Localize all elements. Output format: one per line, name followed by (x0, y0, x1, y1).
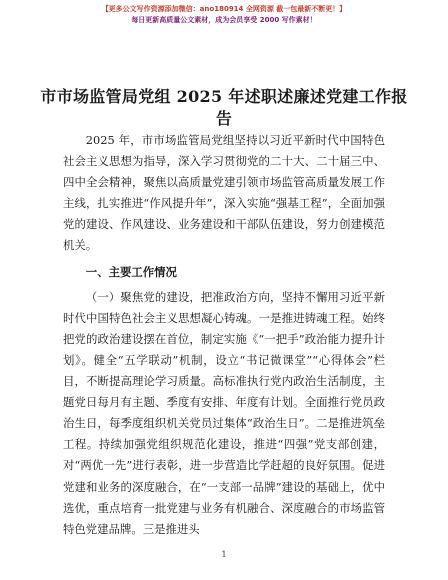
section-heading: 一、主要工作情况 (85, 264, 177, 279)
intro-paragraph: 2025 年，市市场监管局党组坚持以习近平新时代中国特色社会主义思想为指导，深入学习贯彻党的二十大、二十届三中、四中全会精神，聚焦以高质量党建引领市场监管高质量发展工作主线，扎实推进“作风提升年”，深入实施“强基工程”，全面加强党的建设、作风建设、业务建设和干部队伍建设，努力创建模范机关。 (63, 133, 385, 253)
page-number: 1 (221, 550, 227, 559)
promo-line-1: 【更多公文写作资源添加微信：ano180914 全网资源 截一包最新不断更！】 (101, 5, 347, 13)
promo-banner (0, 4, 448, 26)
document-body (63, 130, 385, 540)
promo-line-2: 每日更新高质量公文素材，成为会员享受 2000 写作素材！ (131, 16, 317, 24)
document-title: 市市场监管局党组 2025 年述职述廉述党建工作报告 (40, 87, 408, 128)
body-paragraph: （一）聚焦党的建设，把准政治方向，坚持不懈用习近平新时代中国特色社会主义思想凝心铸魂。一是推进铸魂工程。始终把党的政治建设摆在首位，制定实施《“一把手”政治能力提升计划》。健全“五学联动”机制，设立“书记微课堂”“心得体会”栏目，不断提高理论学习质量。高标准执行党内政治生活制度，主题党日每月有主题、季度有安排、年度有计划。全面推行党员政治生日，每季度组织机关党员过集体“政治生日”。二是推进筑垒工程。持续加强党组织规范化建设，推进“四强”党支部创建，对“两优一先”进行表彰，进一步营造比学赶超的良好氛围。促进党建和业务的深度融合，在“一支部一品牌”建设的基础上，优中选优，重点培育一批党建与业务有机融合、深度融合的市场监管特色党建品牌。三是推进头 (63, 289, 385, 536)
